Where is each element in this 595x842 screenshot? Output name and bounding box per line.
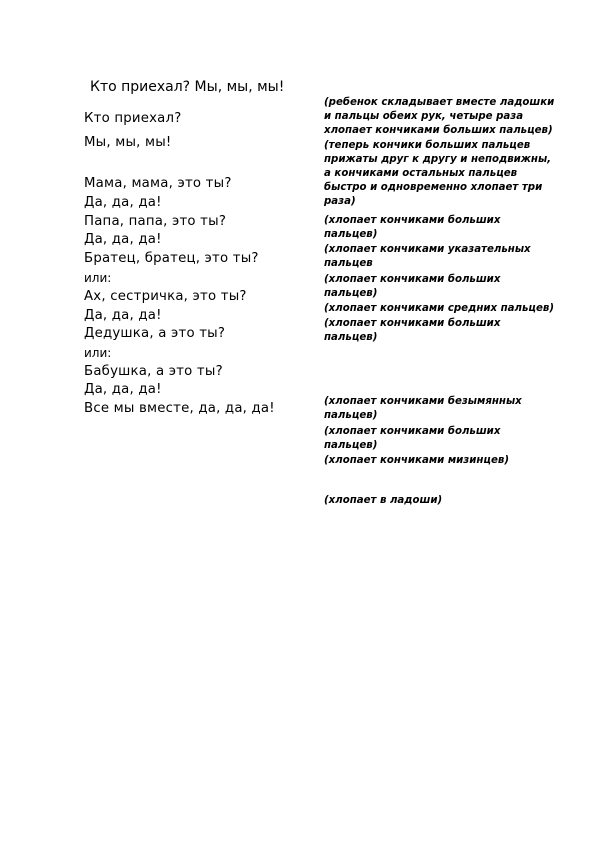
- instruction-note: (хлопает кончиками больших пальцев): [324, 215, 501, 240]
- verse-line: Да, да, да!: [84, 232, 162, 247]
- verse-line: Мама, мама, это ты?: [84, 176, 232, 191]
- instruction-note: (хлопает кончиками средних пальцев): [324, 303, 554, 314]
- verse-line: Да, да, да!: [84, 382, 162, 397]
- instruction-note: (хлопает кончиками больших пальцев): [324, 426, 501, 451]
- instruction-note: (хлопает кончиками указательных пальцев: [324, 244, 531, 269]
- verse-line: Папа, папа, это ты?: [84, 214, 227, 229]
- song-title: Кто приехал? Мы, мы, мы!: [90, 79, 285, 95]
- verse-line: Все мы вместе, да, да, да!: [84, 401, 275, 416]
- instruction-note: (хлопает в ладоши): [324, 495, 443, 506]
- instruction-note: (хлопает кончиками больших пальцев): [324, 274, 501, 299]
- or-label: или:: [84, 271, 112, 285]
- verse-line: Бабушка, а это ты?: [84, 364, 223, 379]
- verse-line: Да, да, да!: [84, 308, 162, 323]
- verse-line: Ах, сестричка, это ты?: [84, 289, 247, 304]
- instruction-note: (хлопает кончиками больших пальцев): [324, 318, 501, 343]
- instruction-note: (хлопает кончиками безымянных пальцев): [324, 396, 522, 421]
- instruction-note: (ребенок складывает вместе ладошки и пальцы обеих рук, четыре раза хлопает кончиками больших пальцев): [324, 97, 555, 136]
- verse-line: Братец, братец, это ты?: [84, 251, 259, 266]
- or-label: или:: [84, 346, 112, 360]
- instruction-note: (хлопает кончиками мизинцев): [324, 455, 509, 466]
- verse-line: Мы, мы, мы!: [84, 135, 172, 150]
- verse-line: Кто приехал?: [84, 111, 182, 126]
- verse-line: Дедушка, а это ты?: [84, 326, 226, 341]
- verse-line: Да, да, да!: [84, 195, 162, 210]
- instruction-note: (теперь кончики больших пальцев прижаты друг к другу и неподвижны, а кончиками остальных пальцев быстро и одновременно хлопает три раза): [324, 140, 552, 207]
